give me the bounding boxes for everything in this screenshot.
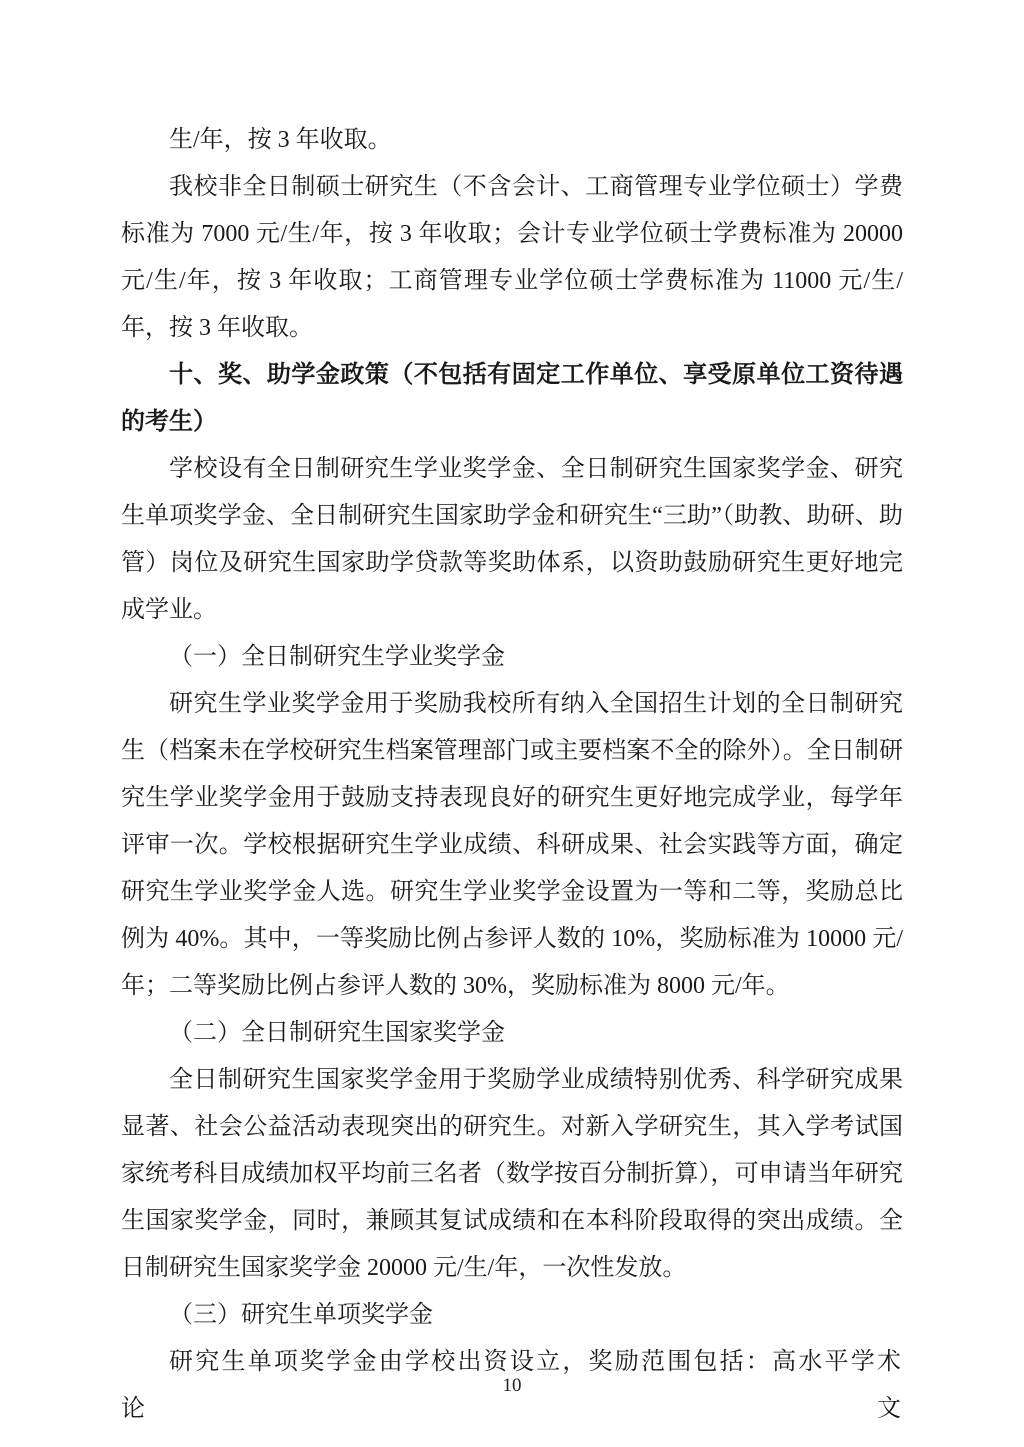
- page-content: [121, 117, 903, 1433]
- paragraph-single-item-scholarship: 研究生单项奖学金由学校出资设立，奖励范围包括：高水平学术论文: [121, 1349, 903, 1422]
- subheading-single-item-scholarship: （三）研究生单项奖学金: [169, 1302, 433, 1328]
- paragraph-tuition-continuation: 生/年，按 3 年收取。: [169, 127, 392, 153]
- paragraph-tuition-parttime: 我校非全日制硕士研究生（不含会计、工商管理专业学位硕士）学费标准为 7000 元/生/年，按 3 年收取；会计专业学位硕士学费标准为 20000 元/生/年，按 3 年收取；工商管理专业学位硕士学费标准为 11000 元/生/年，按 3 年收取。: [121, 174, 903, 341]
- page-number: 10: [502, 1375, 522, 1396]
- paragraph-scholarship-overview: 学校设有全日制研究生学业奖学金、全日制研究生国家奖学金、研究生单项奖学金、全日制研究生国家助学金和研究生“三助”（助教、助研、助管）岗位及研究生国家助学贷款等奖助体系，以资助鼓励研究生更好地完成学业。: [121, 456, 903, 623]
- paragraph-academic-scholarship: 研究生学业奖学金用于奖励我校所有纳入全国招生计划的全日制研究生（档案未在学校研究生档案管理部门或主要档案不全的除外）。全日制研究生学业奖学金用于鼓励支持表现良好的研究生更好地完成学业，每学年评审一次。学校根据研究生学业成绩、科研成果、社会实践等方面，确定研究生学业奖学金人选。研究生学业奖学金设置为一等和二等，奖励总比例为 40%。其中，一等奖励比例占参评人数的 10%，奖励标准为 10000 元/年；二等奖励比例占参评人数的 30%，奖励标准为 8000 元/年。: [121, 691, 903, 999]
- subheading-academic-scholarship: （一）全日制研究生学业奖学金: [169, 644, 505, 670]
- subheading-national-scholarship: （二）全日制研究生国家奖学金: [169, 1020, 505, 1046]
- section-heading-scholarship-policy: 十、奖、助学金政策（不包括有固定工作单位、享受原单位工资待遇的考生）: [121, 362, 903, 435]
- paragraph-national-scholarship: 全日制研究生国家奖学金用于奖励学业成绩特别优秀、科学研究成果显著、社会公益活动表现突出的研究生。对新入学研究生，其入学考试国家统考科目成绩加权平均前三名者（数学按百分制折算），可申请当年研究生国家奖学金，同时，兼顾其复试成绩和在本科阶段取得的突出成绩。全日制研究生国家奖学金 20000 元/生/年，一次性发放。: [121, 1067, 903, 1281]
